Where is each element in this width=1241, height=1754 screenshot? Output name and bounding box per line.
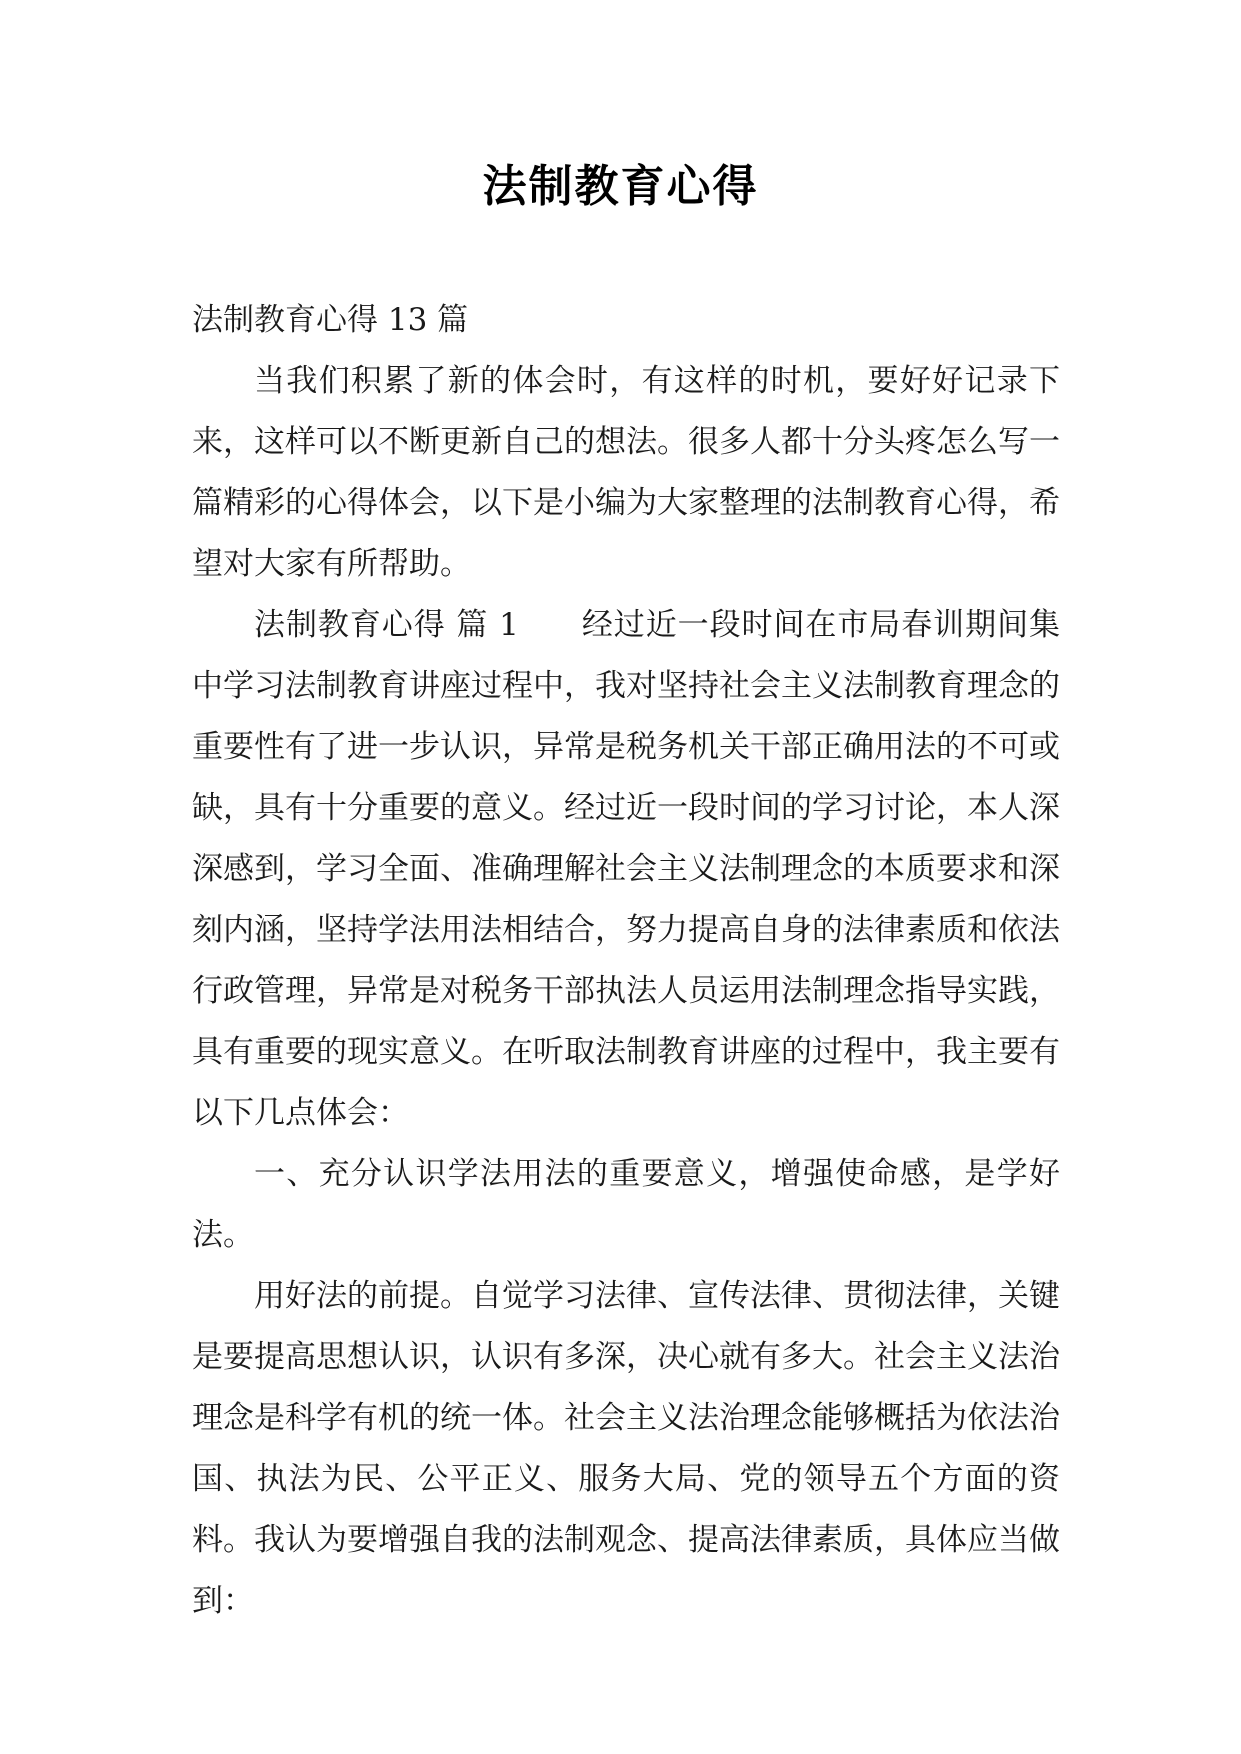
paragraph-3: 用好法的前提。自觉学习法律、宣传法律、贯彻法律，关键是要提高思想认识，认识有多深，决心就有多大。社会主义法治理念是科学有机的统一体。社会主义法治理念能够概括为依法治国、执法为民、公平正义、服务大局、党的领导五个方面的资料。我认为要增强自我的法制观念、提高法律素质，具体应当做到： — [192, 1278, 1060, 1619]
document-body — [192, 290, 1060, 1632]
section1-paragraph — [192, 595, 1060, 1144]
document-subtitle: 法制教育心得 13 篇 — [192, 302, 469, 338]
document-title: 法制教育心得 — [482, 161, 759, 212]
point1-paragraph: 一、充分认识学法用法的重要意义，增强使命感，是学好法。 — [192, 1156, 1060, 1253]
section1-text: 经过近一段时间在市局春训期间集中学习法制教育讲座过程中，我对坚持社会主义法制教育理念的重要性有了进一步认识，异常是税务机关干部正确用法的不可或缺，具有十分重要的意义。经过近一段时间的学习讨论，本人深深感到，学习全面、准确理解社会主义法制理念的本质要求和深刻内涵，坚持学法用法相结合，努力提高自身的法律素质和依法行政管理，异常是对税务干部执法人员运用法制理念指导实践，具有重要的现实意义。在听取法制教育讲座的过程中，我主要有以下几点体会： — [192, 607, 1061, 1131]
section1-heading: 法制教育心得 篇 1 — [254, 607, 519, 643]
intro-paragraph: 当我们积累了新的体会时，有这样的时机，要好好记录下来，这样可以不断更新自己的想法。很多人都十分头疼怎么写一篇精彩的心得体会，以下是小编为大家整理的法制教育心得，希望对大家有所帮助。 — [192, 363, 1060, 582]
